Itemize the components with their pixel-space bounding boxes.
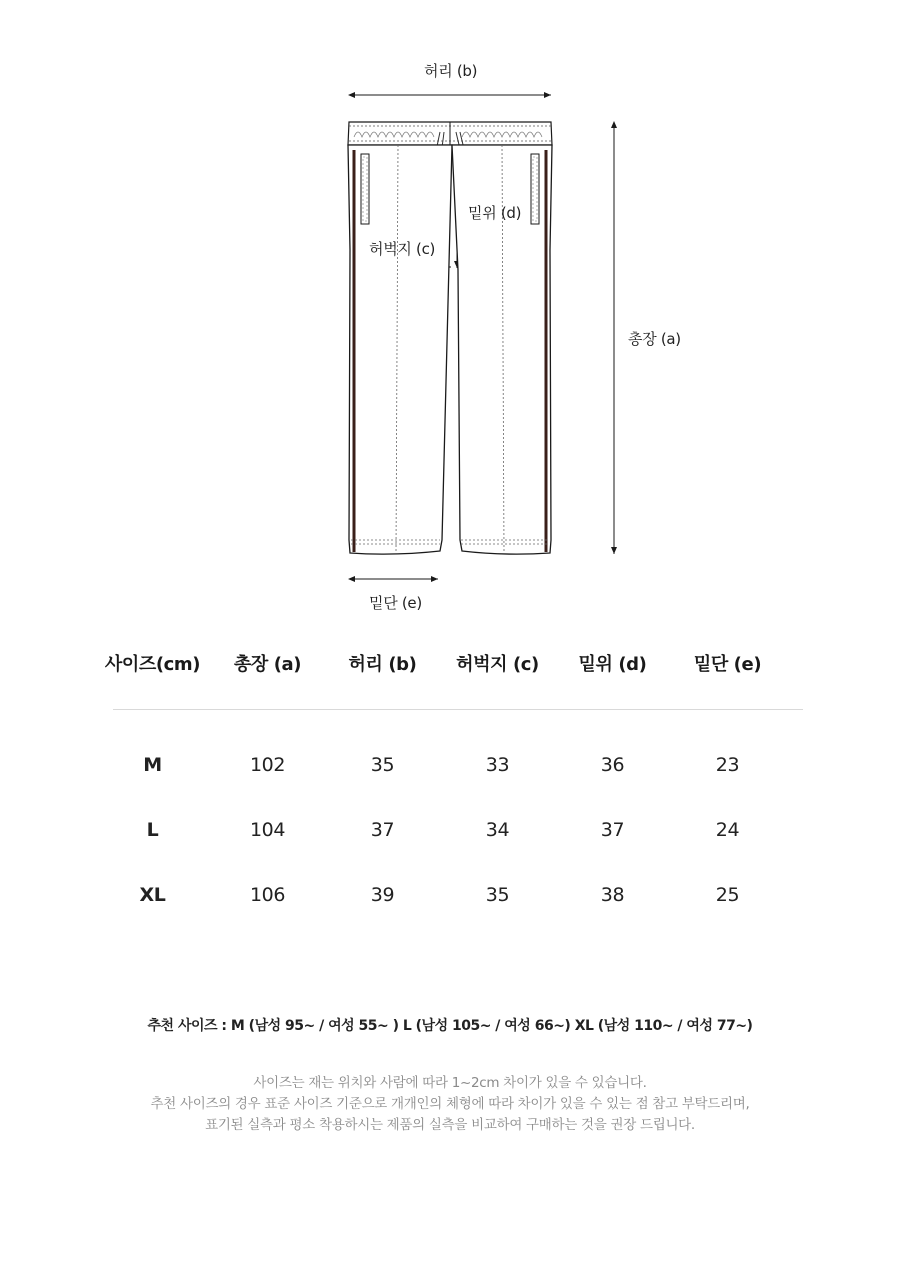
size-cell: L (146, 819, 159, 841)
header-thigh: 허벅지 (c) (456, 654, 539, 675)
waist-cell: 39 (370, 884, 395, 906)
pants-illustration (0, 0, 900, 625)
hem-cell: 23 (715, 754, 740, 776)
waist-cell: 37 (370, 819, 395, 841)
table-divider (113, 709, 803, 710)
note-line: 추천 사이즈의 경우 표준 사이즈 기준으로 개개인의 체형에 따라 차이가 있을 수 있는 점 참고 부탁드리며, (150, 1096, 750, 1112)
length-label: 총장 (a) (628, 330, 681, 348)
size-cell: XL (139, 884, 166, 906)
recommended-size-text: 추천 사이즈 : M (남성 95~ / 여성 55~ ) L (남성 105~ / 여성 66~) XL (남성 110~ / 여성 77~) (147, 1018, 753, 1034)
waist-cell: 35 (370, 754, 395, 776)
note-line: 사이즈는 재는 위치와 사람에 따라 1~2cm 차이가 있을 수 있습니다. (253, 1075, 647, 1091)
header-size: 사이즈(cm) (104, 654, 201, 675)
header-waist: 허리 (b) (348, 654, 417, 675)
thigh-cell: 34 (485, 819, 510, 841)
header-hem: 밑단 (e) (693, 654, 762, 675)
table-header-row (95, 645, 815, 685)
hem-label: 밑단 (e) (369, 594, 422, 612)
thigh-cell: 35 (485, 884, 510, 906)
table-row (95, 875, 815, 940)
size-notes (0, 1073, 900, 1136)
rise-cell: 36 (600, 754, 625, 776)
size-cell: M (143, 754, 162, 776)
length-cell: 102 (249, 754, 286, 776)
table-row (95, 810, 815, 875)
thigh-cell: 33 (485, 754, 510, 776)
rise-cell: 38 (600, 884, 625, 906)
length-cell: 106 (249, 884, 286, 906)
hem-cell: 24 (715, 819, 740, 841)
left-leg (348, 145, 452, 554)
rise-label: 밑위 (d) (468, 204, 522, 222)
thigh-label: 허벅지 (c) (369, 240, 436, 258)
waist-label: 허리 (b) (424, 62, 478, 80)
rise-cell: 37 (600, 819, 625, 841)
header-length: 총장 (a) (233, 654, 302, 675)
length-cell: 104 (249, 819, 286, 841)
header-rise: 밑위 (d) (578, 654, 647, 675)
hem-cell: 25 (715, 884, 740, 906)
size-diagram (0, 0, 900, 625)
waistband (348, 122, 552, 145)
size-table (95, 645, 815, 906)
table-row (95, 745, 815, 810)
note-line: 표기된 실측과 평소 착용하시는 제품의 실측을 비교하여 구매하는 것을 권장 드립니다. (205, 1117, 695, 1133)
